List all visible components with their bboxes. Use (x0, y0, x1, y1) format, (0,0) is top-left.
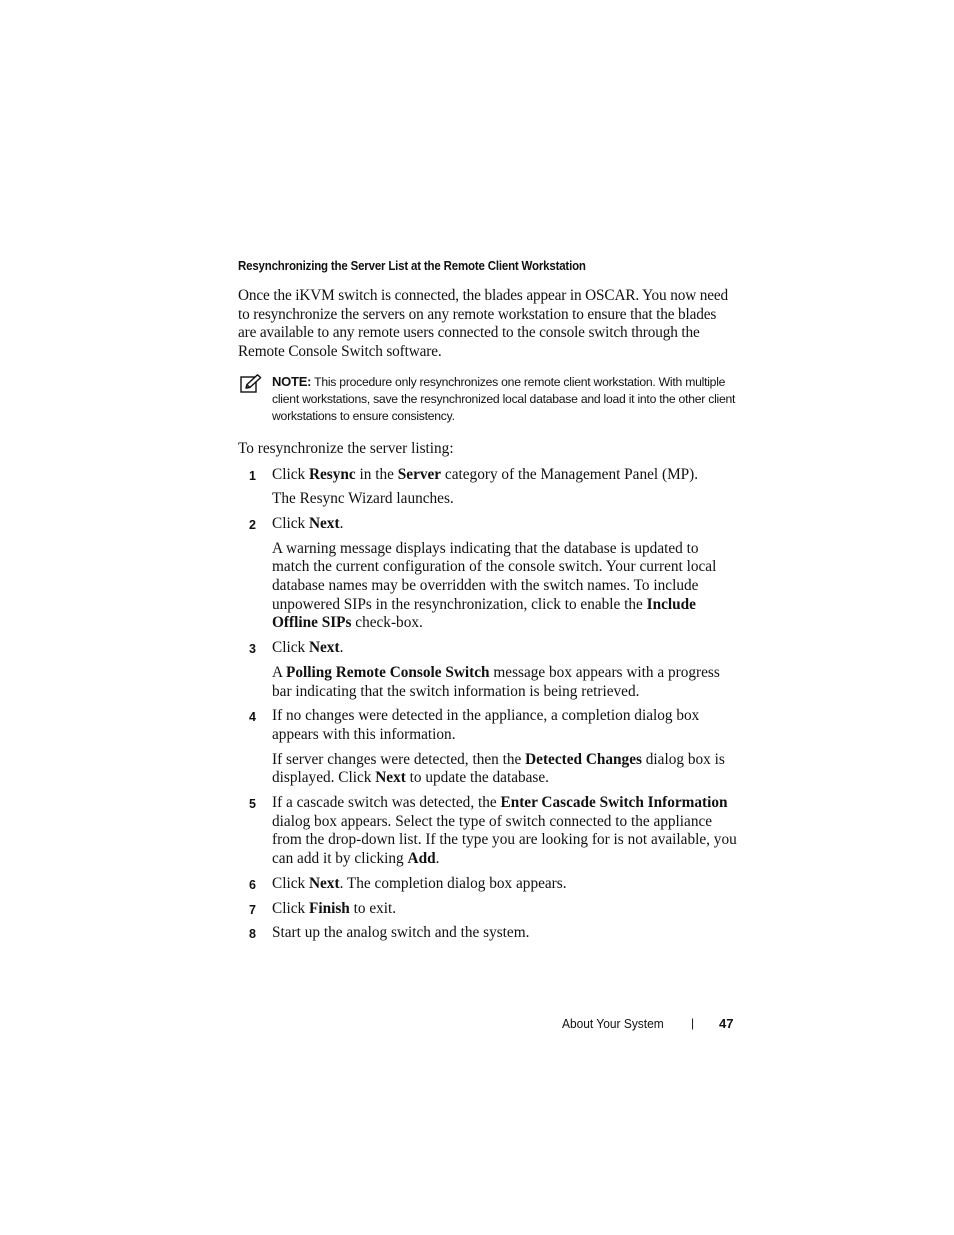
step-text: Click Next. (272, 514, 344, 532)
step-item (238, 924, 738, 943)
ui-term: Server (397, 465, 442, 483)
step-number: 1 (249, 468, 256, 483)
main-content (238, 259, 738, 949)
step-text: Click Finish to exit. (272, 899, 397, 917)
note-text: This procedure only resynchronizes one remote client workstation. With multiple client workstations, save the resynchronized local database and load it into the other client workstations to ensure consistency. (272, 374, 736, 423)
ui-term: Next (308, 514, 340, 532)
step-detail: If server changes were detected, then the Detected Changes dialog box is displayed. Click Next to update the database. (272, 750, 725, 787)
step-detail: A Polling Remote Console Switch message box appears with a progress bar indicating that the switch information is being retrieved. (272, 663, 720, 700)
step-number: 5 (249, 797, 256, 812)
step-text: Click Next. (272, 639, 344, 657)
step-text: Start up the analog switch and the system. (272, 924, 530, 942)
footer-section-title: About Your System (562, 1016, 664, 1031)
step-item (238, 639, 738, 701)
step-text: Click Next. The completion dialog box appears. (272, 874, 567, 892)
section-heading: Resynchronizing the Server List at the Remote Client Workstation (238, 259, 586, 273)
ui-term: Include Offline SIPs (272, 595, 696, 632)
step-number: 8 (249, 927, 256, 942)
ui-term: Next (375, 769, 406, 787)
step-item (238, 794, 738, 869)
ui-term: Add (407, 850, 436, 868)
step-detail: The Resync Wizard launches. (272, 490, 454, 508)
step-number: 4 (249, 710, 256, 725)
step-number: 3 (249, 642, 256, 657)
step-number: 2 (249, 517, 256, 532)
step-item (238, 900, 738, 919)
ui-term: Resync (308, 465, 356, 483)
procedure-lead: To resynchronize the server listing: (238, 439, 454, 457)
step-item (238, 707, 738, 788)
step-item (238, 466, 738, 509)
intro-paragraph: Once the iKVM switch is connected, the blades appear in OSCAR. You now need to resynchronize the servers on any remote workstation to ensure that the blades are available to any remote users connected to the console switch through the Remote Console Switch software. (238, 287, 729, 361)
procedure-steps (238, 466, 738, 943)
step-item (238, 875, 738, 894)
note-box (238, 373, 738, 425)
page-number: 47 (719, 1016, 734, 1031)
step-detail: A warning message displays indicating that the database is updated to match the current configuration of the console switch. Your current local database names may be overridden with the switch names. To include unpowered SIPs in the resynchronization, click to enable the Include Offline SIPs check-box. (272, 539, 717, 632)
pencil-note-icon (240, 374, 262, 394)
step-item (238, 515, 738, 633)
step-text: If no changes were detected in the appliance, a completion dialog box appears with this information. (272, 707, 700, 743)
ui-term: Finish (308, 899, 350, 917)
note-label: NOTE: (272, 373, 312, 389)
ui-term: Polling Remote Console Switch (286, 663, 490, 681)
step-text: Click Resync in the Server category of the Management Panel (MP). (272, 465, 699, 483)
ui-term: Detected Changes (525, 750, 642, 768)
footer-separator: | (691, 1016, 695, 1030)
ui-term: Next (308, 874, 340, 892)
step-number: 6 (249, 877, 256, 892)
ui-term: Enter Cascade Switch Information (500, 794, 728, 812)
ui-term: Next (308, 639, 340, 657)
step-number: 7 (249, 902, 256, 917)
step-text: If a cascade switch was detected, the Enter Cascade Switch Information dialog box appears. Select the type of switch connected to the appliance from the drop-down list. If the type you are looking for is not available, you can add it by clicking Add. (272, 794, 737, 868)
